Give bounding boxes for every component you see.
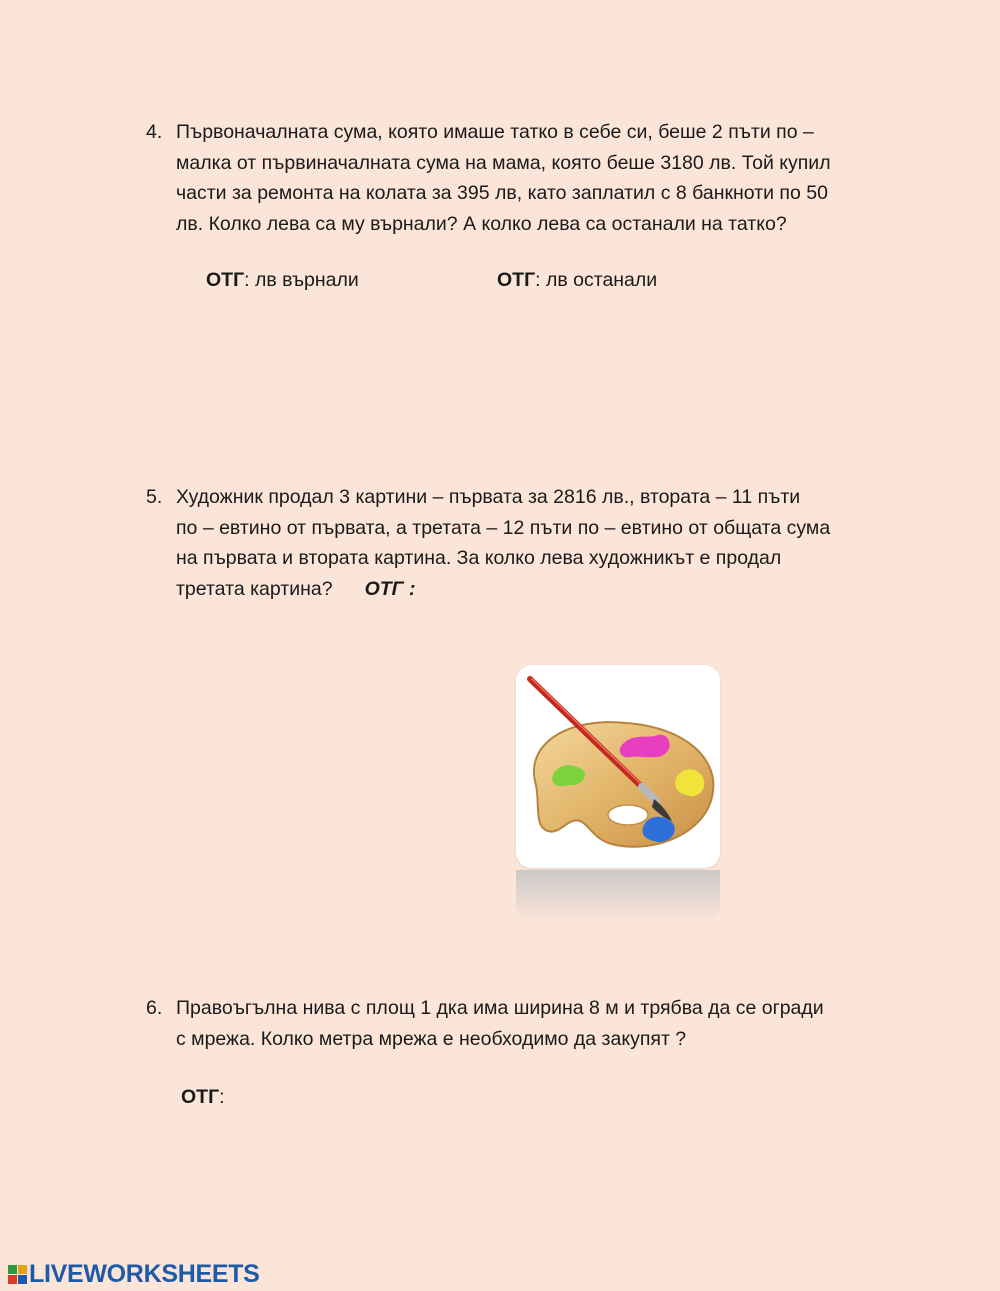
problem-5	[146, 482, 906, 604]
problem-5-answer[interactable]: ОТГ :	[364, 577, 416, 600]
answer-label: ОТГ	[497, 269, 536, 291]
answer-label: ОТГ	[206, 269, 245, 291]
palette-illustration	[516, 665, 720, 868]
liveworksheets-logo[interactable]	[8, 1260, 260, 1288]
problem-6-answer[interactable]	[181, 1086, 225, 1109]
problem-4-line-2: малка от първиначалната сума на мама, която беше 3180 лв. Той купил	[176, 151, 831, 174]
problem-5-number: 5.	[146, 486, 163, 508]
problem-4	[146, 117, 906, 239]
logo-mark-icon	[8, 1265, 27, 1284]
problem-5-line-4-text: третата картина?	[176, 577, 333, 600]
problem-5-line-2: по – евтино от първата, а третата – 12 пъти по – евтино от общата сума	[176, 516, 831, 539]
logo-mark-square	[18, 1275, 27, 1284]
problem-4-line-4: лв. Колко лева са му върнали? А колко лева са останали на татко?	[176, 212, 787, 235]
problem-4-number: 4.	[146, 121, 163, 143]
logo-mark-square	[8, 1275, 17, 1284]
answer-suffix: : лв върнали	[244, 269, 359, 291]
problem-6-line-1: Правоъгълна нива с площ 1 дка има ширина 8 м и трябва да се огради	[176, 997, 824, 1019]
problem-4-answer-returned[interactable]	[206, 269, 359, 292]
logo-mark-square	[8, 1265, 17, 1274]
problem-5-line-3: на първата и втората картина. За колко лева художникът е продал	[176, 547, 782, 569]
problem-6-number: 6.	[146, 997, 163, 1019]
answer-suffix: : лв останали	[535, 269, 658, 291]
problem-6	[146, 993, 906, 1054]
problem-4-line-1: Първоначалната сума, която имаше татко в себе си, беше 2 пъти по –	[176, 121, 814, 143]
problem-5-line-4	[146, 574, 906, 605]
problem-4-line-3: части за ремонта на колата за 395 лв, като заплатил с 8 банкноти по 50	[176, 182, 828, 204]
problem-4-answer-remaining[interactable]	[497, 269, 657, 292]
answer-suffix: :	[219, 1086, 225, 1108]
logo-text: LIVEWORKSHEETS	[29, 1259, 260, 1288]
palette-reflection	[516, 870, 720, 922]
problem-6-line-2: с мрежа. Колко метра мрежа е необходимо да закупят ?	[176, 1027, 687, 1050]
problem-5-line-1: Художник продал 3 картини – първата за 2816 лв., втората – 11 пъти	[176, 486, 801, 508]
logo-mark-square	[18, 1265, 27, 1274]
answer-label: ОТГ	[181, 1086, 220, 1108]
paint-palette-icon	[516, 665, 720, 868]
